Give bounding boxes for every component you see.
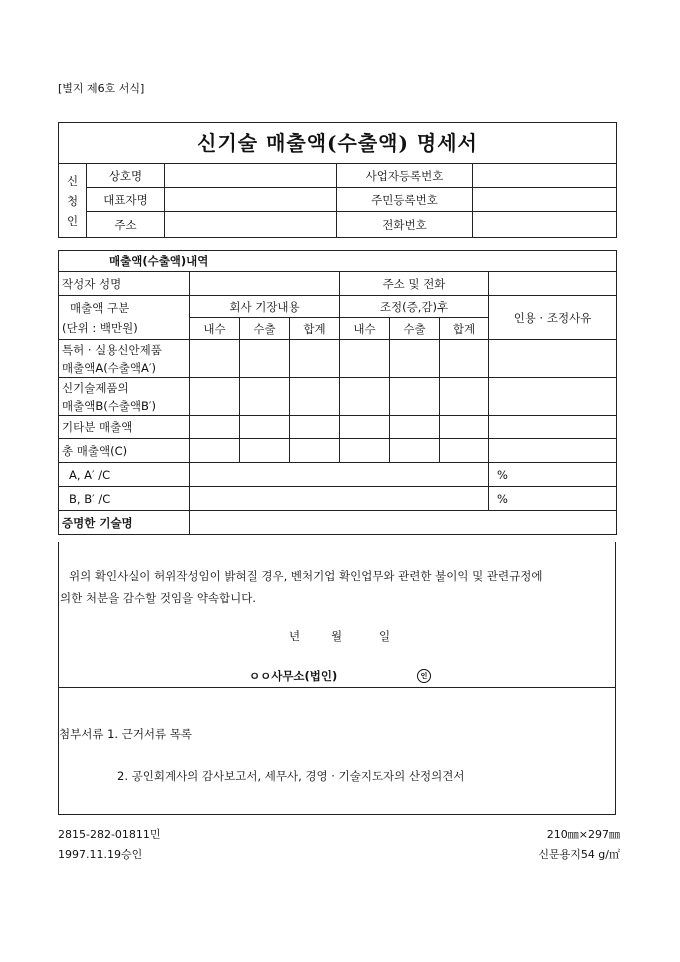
table-cell[interactable] bbox=[190, 416, 240, 439]
company-name-label: 상호명 bbox=[87, 164, 165, 188]
total-sales-label: 총 매출액(C) bbox=[59, 439, 190, 463]
table-cell[interactable] bbox=[240, 340, 290, 378]
table-cell[interactable] bbox=[489, 439, 617, 463]
ratio-a-field[interactable] bbox=[190, 463, 489, 487]
notice-text-line1: 위의 확인사실이 허위작성임이 밝혀질 경우, 벤처기업 확인업무와 관련한 불이익 및 관련규정에 bbox=[69, 569, 543, 583]
table-cell[interactable] bbox=[440, 340, 489, 378]
phone-field[interactable] bbox=[473, 212, 617, 238]
table-cell[interactable] bbox=[190, 439, 240, 463]
table-cell[interactable] bbox=[440, 439, 489, 463]
writer-name-field[interactable] bbox=[190, 272, 340, 296]
applicant-table bbox=[58, 122, 617, 238]
ratio-b-percent: % bbox=[489, 487, 617, 511]
ratio-b-field[interactable] bbox=[190, 487, 489, 511]
seal-icon: 인 bbox=[417, 667, 431, 683]
table-cell[interactable] bbox=[290, 378, 340, 416]
table-cell[interactable] bbox=[190, 378, 240, 416]
export-header: 수출 bbox=[390, 318, 440, 340]
export-header: 수출 bbox=[240, 318, 290, 340]
sales-section-title: 매출액(수출액)내역 bbox=[59, 251, 617, 272]
writer-contact-label: 주소 및 전화 bbox=[340, 272, 489, 296]
ratio-b-label: B, B′ /C bbox=[59, 487, 190, 511]
ratio-a-percent: % bbox=[489, 463, 617, 487]
form-code: 2815-282-01811민 bbox=[58, 828, 161, 841]
table-cell[interactable] bbox=[340, 378, 390, 416]
total-header: 합계 bbox=[290, 318, 340, 340]
address-field[interactable] bbox=[165, 212, 337, 238]
date-month: 월 bbox=[331, 629, 343, 643]
address-label: 주소 bbox=[87, 212, 165, 238]
attachment-item-1: 첨부서류 1. 근거서류 목록 bbox=[59, 727, 193, 741]
resident-reg-no-label: 주민등록번호 bbox=[337, 188, 473, 212]
table-cell[interactable] bbox=[340, 340, 390, 378]
writer-name-label: 작성자 성명 bbox=[59, 272, 190, 296]
date-year: 년 bbox=[289, 629, 301, 643]
representative-label: 대표자명 bbox=[87, 188, 165, 212]
patent-sales-label: 특허 · 실용신안제품 매출액A(수출액A′) bbox=[59, 340, 190, 378]
notice-section bbox=[58, 542, 616, 687]
ratio-a-label: A, A′ /C bbox=[59, 463, 190, 487]
sales-table bbox=[58, 250, 617, 535]
table-cell[interactable] bbox=[489, 340, 617, 378]
table-cell[interactable] bbox=[440, 416, 489, 439]
attachment-item-2: 2. 공인회계사의 감사보고서, 세무사, 경영 · 기술지도자의 산정의견서 bbox=[117, 769, 465, 783]
writer-contact-field[interactable] bbox=[489, 272, 617, 296]
other-sales-label: 기타분 매출액 bbox=[59, 416, 190, 439]
certified-tech-field[interactable] bbox=[190, 511, 617, 535]
attachments-section bbox=[58, 687, 616, 815]
total-header: 합계 bbox=[440, 318, 489, 340]
table-cell[interactable] bbox=[340, 416, 390, 439]
table-cell[interactable] bbox=[240, 378, 290, 416]
newtech-sales-label: 신기술제품의 매출액B(수출액B′) bbox=[59, 378, 190, 416]
notice-text-line2: 의한 처분을 감수할 것임을 약속합니다. bbox=[60, 591, 257, 605]
table-cell[interactable] bbox=[290, 439, 340, 463]
sales-category-header: 매출액 구분 (단위 : 백만원) bbox=[59, 296, 190, 340]
business-reg-no-label: 사업자등록번호 bbox=[337, 164, 473, 188]
reason-header: 인용 · 조정사유 bbox=[489, 296, 617, 340]
table-cell[interactable] bbox=[190, 340, 240, 378]
document-title: 신기술 매출액(수출액) 명세서 bbox=[59, 123, 617, 164]
company-name-field[interactable] bbox=[165, 164, 337, 188]
business-reg-no-field[interactable] bbox=[473, 164, 617, 188]
applicant-side-label: 신 청 인 bbox=[59, 164, 87, 238]
resident-reg-no-field[interactable] bbox=[473, 188, 617, 212]
approval-date: 1997.11.19승인 bbox=[58, 848, 143, 861]
table-cell[interactable] bbox=[240, 416, 290, 439]
table-cell[interactable] bbox=[390, 416, 440, 439]
table-cell[interactable] bbox=[240, 439, 290, 463]
table-cell[interactable] bbox=[489, 416, 617, 439]
table-cell[interactable] bbox=[290, 340, 340, 378]
domestic-header: 내수 bbox=[190, 318, 240, 340]
table-cell[interactable] bbox=[340, 439, 390, 463]
representative-field[interactable] bbox=[165, 188, 337, 212]
domestic-header: 내수 bbox=[340, 318, 390, 340]
table-cell[interactable] bbox=[390, 378, 440, 416]
paper-type: 신문용지54 g/㎡ bbox=[538, 848, 620, 861]
paper-size: 210㎜×297㎜ bbox=[546, 828, 620, 841]
company-records-header: 회사 기장내용 bbox=[190, 296, 340, 318]
table-cell[interactable] bbox=[390, 439, 440, 463]
office-name: ㅇㅇ사무소(법인) bbox=[249, 669, 338, 683]
adjusted-header: 조정(증,감)후 bbox=[340, 296, 489, 318]
date-day: 일 bbox=[379, 629, 391, 643]
form-number-label: [별지 제6호 서식] bbox=[58, 82, 145, 95]
table-cell[interactable] bbox=[489, 378, 617, 416]
certified-tech-label: 증명한 기술명 bbox=[59, 511, 190, 535]
table-cell[interactable] bbox=[390, 340, 440, 378]
phone-label: 전화번호 bbox=[337, 212, 473, 238]
table-cell[interactable] bbox=[440, 378, 489, 416]
table-cell[interactable] bbox=[290, 416, 340, 439]
